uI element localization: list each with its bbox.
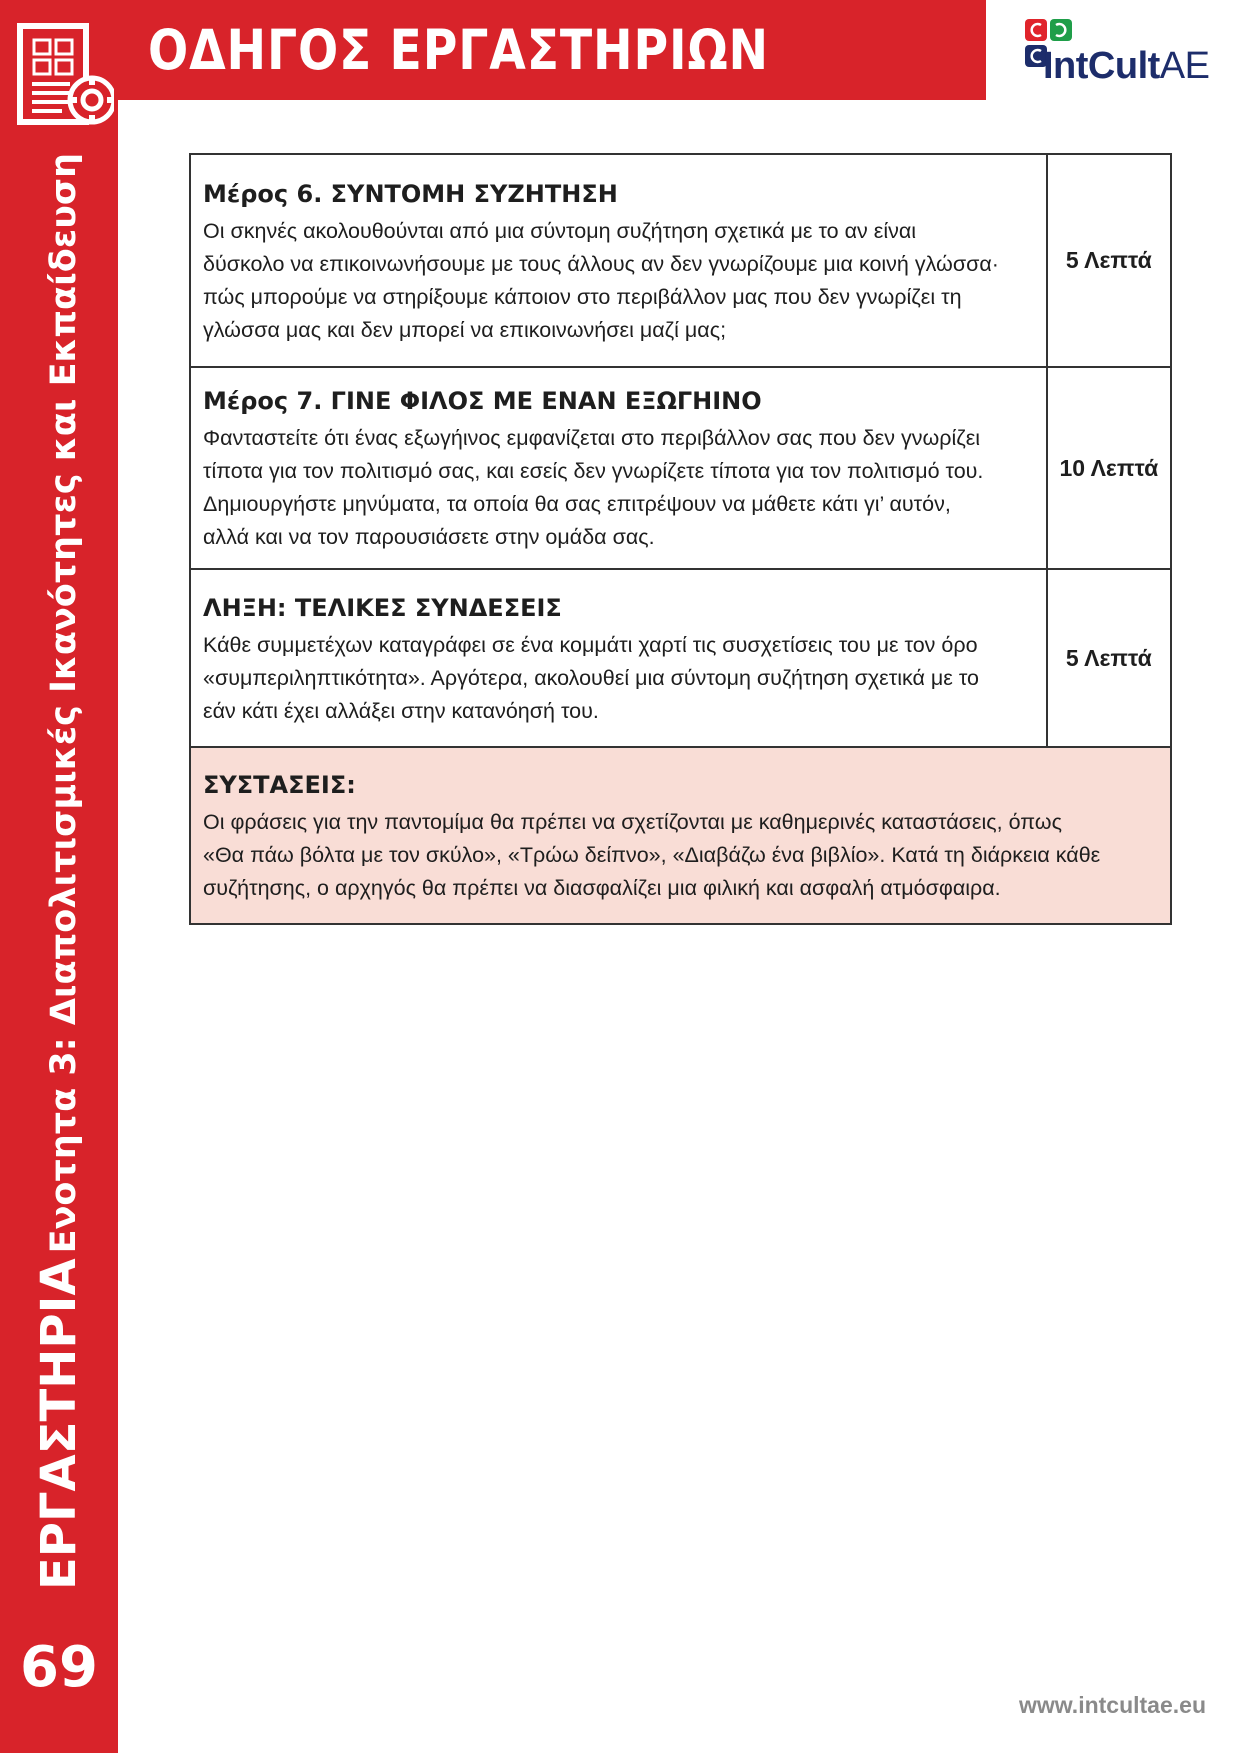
section-duration: 10 Λεπτά [1047,367,1171,569]
section-body [203,215,1034,347]
logo-text-bold: IntCult [1043,45,1160,87]
text-line: δύσκολο να επικοινωνήσουμε με τους άλλους αν δεν γνωρίζουμε μια κοινή γλώσσα· [203,251,999,276]
section-title: Μέρος 6. ΣΥΝΤΟΜΗ ΣΥΖΗΤΗΣΗ [203,179,618,208]
section-body [203,629,1034,728]
logo-text-light: AE [1159,45,1210,87]
recommendations-box [190,747,1171,924]
section-description [190,367,1047,569]
section-description [190,569,1047,747]
text-line: γλώσσα μας και δεν μπορεί να επικοινωνήσει μαζί μας; [203,317,727,342]
text-line: συζήτησης, ο αρχηγός θα πρέπει να διασφαλίζει μια φιλική και ασφαλή ατμόσφαιρα. [203,876,1001,900]
recommendations-body [203,806,1158,905]
recommendations-title: ΣΥΣΤΑΣΕΙΣ: [203,771,356,799]
text-line: «συμπεριληπτικότητα». Αργότερα, ακολουθεί μια σύντομη συζήτηση σχετικά με το [203,665,980,690]
text-line: τίποτα για τον πολιτισμό σας, και εσείς δεν γνωρίζετε τίποτα για τον πολιτισμό του. [203,459,984,483]
text-line: «Θα πάω βόλτα με τον σκύλο», «Τρώω δείπνο», «Διαβάζω ένα βιβλίο». Κατά τη διάρκεια κάθε [203,843,1101,867]
recommendations-row [190,747,1171,924]
section-title: ΛΗΞΗ: ΤΕΛΙΚΕΣ ΣΥΝΔΕΣΕΙΣ [203,593,562,622]
text-line: αλλά και να τον παρουσιάσετε στην ομάδα σας. [203,525,655,549]
text-line: Κάθε συμμετέχων καταγράφει σε ένα κομμάτι χαρτί τις συσχετίσεις του με τον όρο [203,632,978,657]
sidebar-lead-text: ΕΡΓΑΣΤΗΡΙΑ [31,1258,87,1590]
workshop-guide-icon [16,22,114,132]
section-duration: 5 Λεπτά [1047,569,1171,747]
table-row [190,367,1171,569]
page-number: 69 [20,1635,98,1700]
text-line: Οι σκηνές ακολουθούνται από μια σύντομη συζήτηση σχετικά με το αν είναι [203,218,917,243]
workshop-table [189,153,1172,925]
sidebar-section-title [22,153,107,1590]
table-row [190,154,1171,367]
section-body [203,422,1034,554]
section-title: Μέρος 7. ΓΙΝΕ ΦΙΛΟΣ ΜΕ ΕΝΑΝ ΕΞΩΓΗΙΝΟ [203,387,762,415]
table-row [190,569,1171,747]
section-description [190,154,1047,367]
website-link[interactable]: www.intcultae.eu [1018,1692,1206,1718]
sidebar-rest-text: Ενοτητα 3: Διαπολιτισμικές Ικανότητες και Εκπαίδευση [44,152,84,1254]
text-line: Οι φράσεις για την παντομίμα θα πρέπει να σχετίζονται με καθημερινές καταστάσεις, όπως [203,810,1062,834]
text-line: Δημιουργήστε μηνύματα, τα οποία θα σας επιτρέψουν να μάθετε κάτι γι’ αυτόν, [203,492,951,516]
page-title: ΟΔΗΓΟΣ ΕΡΓΑΣΤΗΡΙΩΝ [148,18,769,82]
text-line: Φανταστείτε ότι ένας εξωγήινος εμφανίζεται στο περιβάλλον σας που δεν γνωρίζει [203,426,981,450]
logo-text [1043,44,1210,88]
section-duration: 5 Λεπτά [1047,154,1171,367]
text-line: εάν κάτι έχει αλλάξει στην κατανόησή του. [203,698,599,723]
text-line: πώς μπορούμε να στηρίξουμε κάποιον στο περιβάλλον μας που δεν γνωρίζει τη [203,284,962,309]
